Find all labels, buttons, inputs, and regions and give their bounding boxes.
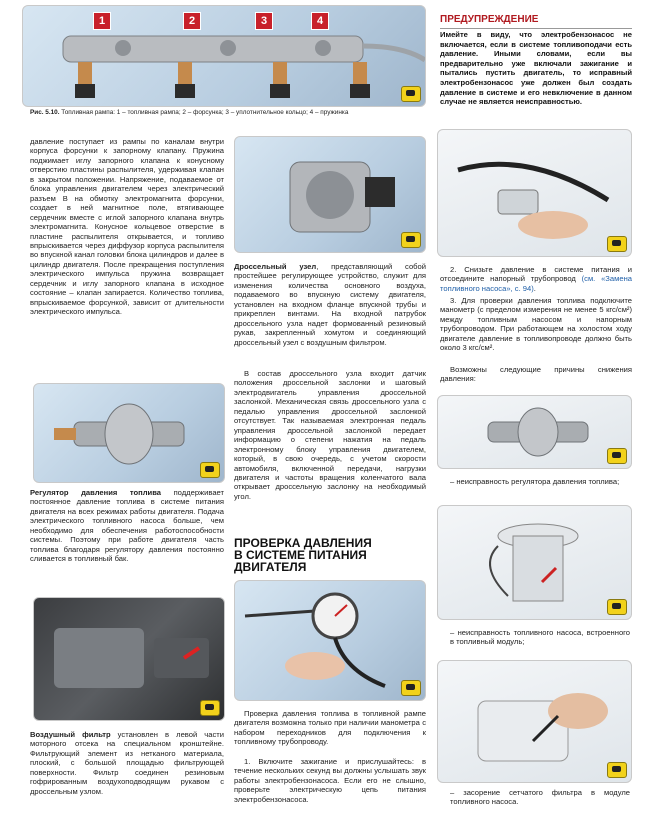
regulator-description bbox=[30, 488, 224, 564]
connector-illustration bbox=[438, 130, 631, 256]
mesh-filter-illustration bbox=[438, 661, 631, 782]
regulator-text: поддерживает постоянное давление топлива в системе питания двигателя на всех режимах работы двигателя. Подача электрического топливного насоса больше, чем необходимо для обеспечения работоспособности системы. Поэтому при работе двигателя часть топлива благодаря регулятору давления постоянно сливается в топливный бак. bbox=[30, 488, 224, 564]
throttle-illustration bbox=[235, 137, 425, 252]
step-2 bbox=[440, 265, 632, 293]
throttle-term: Дроссельный узел bbox=[234, 262, 317, 271]
fuel-module-illustration bbox=[438, 506, 631, 619]
pressure-regulator-photo bbox=[33, 383, 225, 483]
step-2-text: 2. Снизьте давление в системе питания и отсоедините напорный трубопровод bbox=[440, 265, 632, 284]
regulator-term: Регулятор давления топлива bbox=[30, 488, 162, 497]
fuel-rail-illustration bbox=[23, 6, 425, 106]
fuel-pump-connector-photo bbox=[437, 129, 632, 257]
camera-badge-icon bbox=[607, 448, 627, 464]
air-filter-description bbox=[30, 730, 224, 796]
figure-caption bbox=[30, 109, 425, 117]
causes-intro: Возможны следующие причины снижения давления: bbox=[440, 365, 632, 384]
mesh-filter-photo bbox=[437, 660, 632, 783]
camera-badge-icon bbox=[200, 700, 220, 716]
regulator-photo-small bbox=[437, 395, 632, 469]
caption-label: Рис. 5.10. bbox=[30, 109, 60, 116]
fuel-rail-photo bbox=[22, 5, 426, 107]
marker-3: 3 bbox=[255, 12, 273, 30]
cause-3: – засорение сетчатого фильтра в модуле топливного насоса. bbox=[450, 788, 630, 807]
engine-bay-illustration bbox=[34, 598, 224, 720]
warning-body: Имейте в виду, что электробензонасос не включается, если в системе топливоподачи есть давление. Иными словами, если вы предварительно уже включали зажигание и пытались пустить двигатель, то исправный электробензонасос уже должен был создать давление в системе и его невключение в данном случае не является неисправностью. bbox=[440, 30, 632, 107]
pressure-check-intro: Проверка давления топлива в топливной рампе двигателя возможна только при наличии манометра с набором переходников для подключения к топливному трубопроводу. bbox=[234, 709, 426, 747]
cause-2: – неисправность топливного насоса, встроенного в топливный модуль; bbox=[450, 628, 630, 647]
manometer-illustration bbox=[235, 581, 425, 700]
camera-badge-icon bbox=[607, 599, 627, 615]
pump-replacement-link[interactable]: (см. «Замена топливного насоса», с. 94) bbox=[440, 274, 632, 293]
step-1: 1. Включите зажигание и прислушайтесь: в течение нескольких секунд вы должны услышать звук работы электробензонасоса. Если его не слышно, проверьте электрическую цепь питания электробензонасоса. bbox=[234, 757, 426, 804]
warning-title: ПРЕДУПРЕЖДЕНИЕ bbox=[440, 14, 632, 29]
manometer-photo bbox=[234, 580, 426, 701]
camera-badge-icon bbox=[200, 462, 220, 478]
throttle-description-2: В состав дроссельного узла входит датчик положения дроссельной заслонки и шаговый электродвигатель управления дроссельной заслонкой. Механическая связь дроссельного узла с педалью управления дроссельной заслонкой отсутствует. Так называемая электронная педаль управления дроссельной заслонкой передает информацию о степени нажатия на педаль электронному блоку управления двигателем, который, в свою очередь, с учетом скорости автомобиля, включенной передачи, нагрузки двигателя и частоты вращения коленчатого вала открывает дроссельную заслонку на необходимый угол. bbox=[234, 369, 426, 501]
marker-2: 2 bbox=[183, 12, 201, 30]
caption-text: Топливная рампа: 1 – топливная рампа; 2 – форсунка; 3 – уплотнительное кольцо; 4 – пружинка bbox=[61, 109, 349, 116]
air-filter-term: Воздушный фильтр bbox=[30, 730, 111, 739]
step-2-end: . bbox=[533, 283, 536, 293]
throttle-description bbox=[234, 262, 426, 347]
camera-badge-icon bbox=[607, 236, 627, 252]
camera-badge-icon bbox=[401, 86, 421, 102]
camera-badge-icon bbox=[607, 762, 627, 778]
regulator-illustration bbox=[34, 384, 224, 482]
throttle-text: , представляющий собой простейшее регулирующее устройство, служит для изменения количества основного воздуха, подаваемого во впускную систему двигателя, установлен на входном фланце впускной трубы и прикреплен винтами. На входной патрубок дроссельного узла надет формованный резиновый рукав, закрепленный хомутом и соединяющий дроссельный узел с воздушным фильтром. bbox=[234, 262, 426, 347]
throttle-body-photo bbox=[234, 136, 426, 253]
injector-description: давление поступает из рампы по каналам внутри корпуса форсунки к запорному клапану. Пружина поджимает иглу запорного клапана к конусному отверстию пластины распылителя, удерживая клапан в закрытом положении. Напряжение, подаваемое от блока управления двигателем через электрический разъем В на обмотку электромагнита форсунки, создает в ней магнитное поле, втягивающее сердечник вместе с иглой запорного клапана внутрь электромагнита. Конусное кольцевое отверстие в пластине распылителя открывается, и топливо впрыскивается через диффузор корпуса распылителя во впускной канал головки блока цилиндров и далее в цилиндр двигателя. После прекращения поступления электрического импульса пружина возвращает сердечник и иглу запорного клапана в исходное состояние – клапан запирается. Количество топлива, впрыскиваемое форсункой, зависит от длительности электрического импульса. bbox=[30, 137, 224, 317]
cause-1: – неисправность регулятора давления топлива; bbox=[450, 477, 620, 486]
regulator-small-illustration bbox=[438, 396, 631, 468]
camera-badge-icon bbox=[401, 680, 421, 696]
fuel-module-photo bbox=[437, 505, 632, 620]
section-heading: ПРОВЕРКА ДАВЛЕНИЯ В СИСТЕМЕ ПИТАНИЯ ДВИГАТЕЛЯ bbox=[234, 536, 372, 574]
step-3: 3. Для проверки давления топлива подключите манометр (с пределом измерения не менее 5 кгс/см²) между топливным насосом и напорным трубопроводом. При работающем на холостом ходу двигателе давление в топливопроводе должно быть около 3 кгс/см². bbox=[440, 296, 632, 353]
camera-badge-icon bbox=[401, 232, 421, 248]
marker-4: 4 bbox=[311, 12, 329, 30]
marker-1: 1 bbox=[93, 12, 111, 30]
air-filter-text: установлен в левой части моторного отсека на специальном кронштейне. Фильтрующий элемент из нетканого материала, плоский, с большой площадью фильтрующей поверхности. Фильтр соединен резиновым гофрированным воздухоподводящим рукавом с дроссельным узлом. bbox=[30, 730, 224, 796]
engine-bay-photo bbox=[33, 597, 225, 721]
